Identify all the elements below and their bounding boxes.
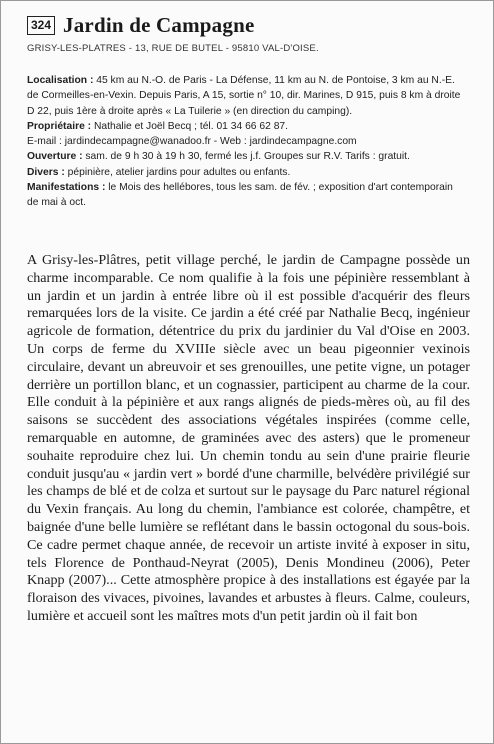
info-proprietaire bbox=[27, 119, 467, 134]
description-text: A Grisy-les-Plâtres, petit village perché, le jardin de Campagne possède un charme incomparable. Ce nom qualifie à la fois une pépinière ressemblant à un jardin et un jardin à entrée libre où il est possible d'acquérir des fleurs remarquées lors de la visite. Ce jardin a été créé par Nathalie Becq, ingénieur agricole de formation, détentrice du prix du jardinier du Val d'Oise en 2003. Un corps de ferme du XVIIIe siècle avec un beau pigeonnier vexinois circulaire, devant un abreuvoir et ses grenouilles, une petite vigne, un potager derrière un portillon blanc, et un cognassier, participent au charme de la cour. Elle conduit à la pépinière et aux rangs alignés de pieds-mères où, au fil des saisons se succèdent des associations végétales inspirées (comme celle, remarquable en automne, de graminées avec des asters) que le promeneur souhaite reproduire chez lui. Un chemin tondu au sein d'une prairie fleurie conduit jusqu'au « jardin vert » bordé d'une charmille, belvédère privilégié sur les champs de blé et de colza et surtout sur le paysage du Parc naturel régional du Vexin français. Au long du chemin, l'ambiance est colorée, champêtre, et baignée d'une belle lumière se reflétant dans le bassin octogonal du sous-bois. Ce cadre permet chaque année, de recevoir un artiste invité à exposer in situ, tels Florence de Ponthaud-Neyrat (2005), Denis Mondineu (2006), Peter Knapp (2007)... Cette atmosphère propice à des installations est égayée par la floraison des vivaces, pivoines, lavandes et arbustes à fleurs. Calme, couleurs, lumière et accueil sont les maîtres mots d'un petit jardin où il fait bon bbox=[27, 252, 470, 624]
info-divers bbox=[27, 165, 467, 180]
ouverture-label: Ouverture : bbox=[27, 151, 83, 163]
divers-label: Divers : bbox=[27, 166, 65, 178]
localisation-label: Localisation : bbox=[27, 75, 94, 86]
info-email: E-mail : jardindecampagne@wanadoo.fr - Web : jardindecampagne.com bbox=[27, 136, 357, 148]
info-ouverture bbox=[27, 149, 467, 164]
ouverture-text: sam. de 9 h 30 à 19 h 30, fermé les j.f. Groupes sur R.V. Tarifs : gratuit. bbox=[82, 151, 410, 163]
info-localisation bbox=[27, 73, 467, 119]
divers-text: pépinière, atelier jardins pour adultes ou enfants. bbox=[64, 166, 291, 178]
info-manifestations bbox=[27, 180, 467, 211]
localisation-text: 45 km au N.-O. de Paris - La Défense, 11 km au N. de Pontoise, 3 km au N.-E. de Cormeilles-en-Vexin. Depuis Paris, A 15, sortie n° 10, dir. Marines, D 915, puis 8 km à droite D 22, puis 1ère à droite après « La Tuilerie » (en direction du camping). bbox=[27, 75, 461, 117]
entry-title: Jardin de Campagne bbox=[63, 13, 255, 37]
entry-number-badge: 324 bbox=[27, 16, 55, 35]
proprietaire-label: Propriétaire : bbox=[27, 120, 92, 132]
manifestations-text: le Mois des hellébores, tous les sam. de fév. ; exposition d'art contemporain de mai à oct. bbox=[27, 182, 453, 209]
entry-address: GRISY-LES-PLATRES - 13, RUE DE BUTEL - 95810 VAL-D'OISE. bbox=[27, 43, 319, 54]
practical-info bbox=[27, 73, 467, 211]
proprietaire-text: Nathalie et Joël Becq ; tél. 01 34 66 62 87. bbox=[91, 120, 289, 132]
entry-header bbox=[27, 13, 479, 38]
manifestations-label: Manifestations : bbox=[27, 182, 106, 194]
